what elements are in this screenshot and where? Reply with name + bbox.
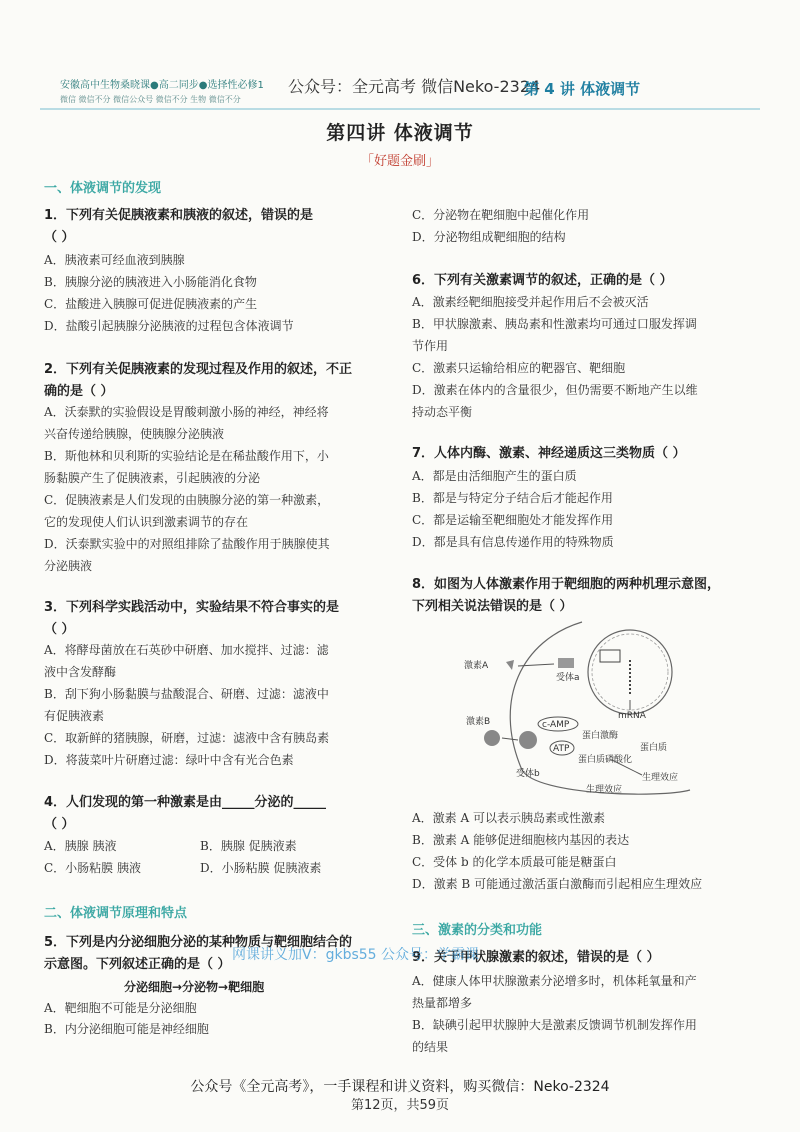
label-kinase: 蛋白激酶: [582, 731, 619, 741]
q4-stem: 4．人们发现的第一种激素是由_____分泌的_____: [44, 795, 327, 810]
q5-flow: 分泌细胞→分泌物→靶细胞: [124, 980, 265, 994]
label-hormone-b: 激素B: [466, 717, 491, 727]
q1-option-a: A．胰液素可经血液到胰腺: [44, 253, 185, 267]
page-header: [40, 70, 770, 110]
q3-option-b: B．刮下狗小肠黏膜与盐酸混合、研磨、过滤：滤液中: [44, 687, 329, 701]
q8-option-b: B．激素 A 能够促进细胞核内基因的表达: [412, 833, 630, 847]
q9-option-b: B．缺碘引起甲状腺肿大是激素反馈调节机制发挥作用: [412, 1018, 697, 1032]
q4-stem-2: （ ）: [44, 817, 75, 832]
page-number: 第12页，共59页: [350, 1098, 450, 1113]
hormone-b-shape: [484, 730, 500, 746]
q2-option-a-cont: 兴奋传递给胰腺，使胰腺分泌胰液: [44, 427, 225, 441]
q5-option-a: A．靶细胞不可能是分泌细胞: [44, 1001, 197, 1015]
label-hormone-a: 激素A: [464, 661, 489, 671]
header-left-sub: 微信 微信不分 微信公众号 微信不分 生物 微信不分: [60, 95, 241, 104]
q6-option-d: D．激素在体内的含量很少，但仍需要不断地产生以维: [412, 383, 698, 397]
q2-option-c: C．促胰液素是人们发现的由胰腺分泌的第一种激素，: [44, 493, 330, 507]
q8-option-a: A．激素 A 可以表示胰岛素或性激素: [412, 811, 605, 825]
q3-stem-2: （ ）: [44, 622, 75, 637]
q3-option-a: A．将酵母菌放在石英砂中研磨、加水搅拌、过滤：滤: [44, 643, 329, 657]
header-divider: [40, 108, 760, 110]
header-course-title: [60, 76, 264, 105]
page-title: 第四讲 体液调节: [326, 122, 474, 144]
q6-option-a: A．激素经靶细胞接受并起作用后不会被灭活: [412, 295, 649, 309]
q2-option-b-cont: 肠黏膜产生了促胰液素，引起胰液的分泌: [44, 471, 261, 485]
q3-option-a-cont: 液中含发酵酶: [44, 665, 117, 679]
label-phosphorylation: 蛋白质磷酸化: [578, 755, 633, 765]
label-camp: c-AMP: [542, 720, 570, 730]
q8-stem: 8．如图为人体激素作用于靶细胞的两种机理示意图，: [412, 577, 721, 592]
q2-option-d: D．沃泰默实验中的对照组排除了盐酸作用于胰腺使其: [44, 537, 330, 551]
receptor-a-shape: [558, 658, 574, 668]
q8-option-d: D．激素 B 可能通过激活蛋白激酶而引起相应生理效应: [412, 877, 703, 891]
q4-option-c: C．小肠粘膜 胰液: [44, 861, 141, 875]
q2-option-c-cont: 它的发现使人们认识到激素调节的存在: [44, 515, 249, 529]
arrow-a-receptor: [518, 664, 554, 666]
q9-option-b-cont: 的结果: [412, 1040, 449, 1054]
section-1: 一、体液调节的发现: [44, 181, 162, 196]
q1-option-b: B．胰腺分泌的胰液进入小肠能消化食物: [44, 275, 257, 289]
q4-option-d: D．小肠粘膜 促胰液素: [200, 861, 322, 875]
q3-option-d: D．将菠菜叶片研磨过滤：绿叶中含有光合色素: [44, 753, 294, 767]
section-3: 三、激素的分类和功能: [412, 923, 543, 938]
q3-stem: 3．下列科学实践活动中，实验结果不符合事实的是: [44, 600, 340, 615]
hormone-a-shape: [506, 660, 514, 670]
header-left-title: 安徽高中生物桑晓课●高二同步●选择性必修1: [60, 80, 264, 91]
q1-option-d: D．盐酸引起胰腺分泌胰液的过程包含体液调节: [44, 319, 294, 333]
q2-option-a: A．沃泰默的实验假设是胃酸刺激小肠的神经，神经将: [44, 405, 329, 419]
q5-option-d: D．分泌物组成靶细胞的结构: [412, 230, 566, 244]
q5-stem-2: 示意图。下列叙述正确的是（ ）: [44, 957, 231, 972]
q8-option-c: C．受体 b 的化学本质最可能是糖蛋白: [412, 855, 617, 869]
label-effect-2: 生理效应: [586, 785, 623, 795]
q2-stem: 2．下列有关促胰液素的发现过程及作用的叙述，不正: [44, 362, 353, 377]
footer-note: 公众号《全元高考》，一手课程和讲义资料，购买微信：Neko-2324: [190, 1079, 610, 1095]
q8-stem-2: 下列相关说法错误的是（ ）: [412, 599, 573, 614]
q7-option-d: D．都是具有信息传递作用的特殊物质: [412, 535, 614, 549]
q7-option-c: C．都是运输至靶细胞处才能发挥作用: [412, 513, 614, 527]
label-mrna: mRNA: [618, 711, 646, 721]
section-2: 二、体液调节原理和特点: [44, 906, 188, 921]
q6-option-d-cont: 持动态平衡: [412, 405, 473, 419]
q5-stem: 5．下列是内分泌细胞分泌的某种物质与靶细胞结合的: [44, 935, 353, 950]
q6-option-c: C．激素只运输给相应的靶器官、靶细胞: [412, 361, 626, 375]
q7-stem: 7．人体内酶、激素、神经递质这三类物质（ ）: [412, 446, 686, 461]
receptor-b-shape: [519, 731, 537, 749]
header-lecture: 第 4 讲 体液调节: [524, 80, 641, 98]
q1-option-c: C．盐酸进入胰腺可促进促胰液素的产生: [44, 297, 258, 311]
arrow-b-receptor: [502, 738, 518, 740]
q9-stem: 9．关于甲状腺激素的叙述，错误的是（ ）: [412, 950, 660, 965]
q4-option-b: B．胰腺 促胰液素: [200, 839, 297, 853]
q5-option-c: C．分泌物在靶细胞中起催化作用: [412, 208, 590, 222]
q6-stem: 6．下列有关激素调节的叙述，正确的是（ ）: [412, 273, 673, 288]
dna-box: [600, 650, 620, 662]
q4-option-a: A．胰腺 胰液: [44, 839, 117, 853]
page-tag: 「好题金刷」: [360, 154, 439, 169]
q9-option-a: A．健康人体甲状腺激素分泌增多时，机体耗氧量和产: [412, 974, 697, 988]
label-receptor-a: 受体a: [556, 673, 580, 683]
q6-option-b-cont: 节作用: [412, 339, 449, 353]
label-atp: ATP: [553, 744, 570, 754]
hormone-mechanism-diagram: [462, 620, 694, 796]
q7-option-b: B．都是与特定分子结合后才能起作用: [412, 491, 613, 505]
q1-stem-2: （ ）: [44, 230, 75, 245]
overlay-watermark: 网课讲义加V：gkbs55 公众号：学霸课: [232, 947, 480, 963]
label-protein: 蛋白质: [640, 743, 668, 753]
label-receptor-b: 受体b: [516, 769, 540, 779]
q9-option-a-cont: 热量都增多: [412, 996, 473, 1010]
q6-option-b: B．甲状腺激素、胰岛素和性激素均可通过口服发挥调: [412, 317, 697, 331]
q3-option-c: C．取新鲜的猪胰腺，研磨，过滤：滤液中含有胰岛素: [44, 731, 330, 745]
label-effect-1: 生理效应: [642, 773, 679, 783]
header-watermark: 公众号：全元高考 微信Neko-2324: [288, 77, 541, 96]
q2-option-d-cont: 分泌胰液: [44, 559, 93, 573]
q2-option-b: B．斯他林和贝利斯的实验结论是在稀盐酸作用下，小: [44, 449, 329, 463]
q3-option-b-cont: 有促胰液素: [44, 709, 105, 723]
q5-option-b: B．内分泌细胞可能是神经细胞: [44, 1022, 209, 1036]
q1-stem: 1．下列有关促胰液素和胰液的叙述，错误的是: [44, 208, 314, 223]
q7-option-a: A．都是由活细胞产生的蛋白质: [412, 469, 577, 483]
q2-stem-2: 确的是（ ）: [44, 384, 114, 399]
